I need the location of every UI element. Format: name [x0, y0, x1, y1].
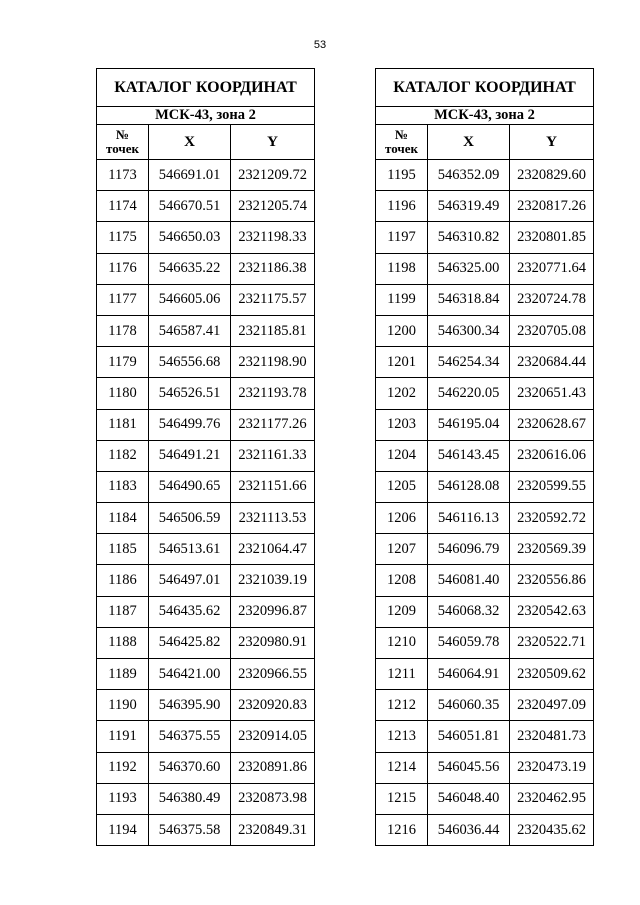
y-coordinate-cell: 2320522.71	[510, 627, 594, 658]
table-row	[376, 690, 594, 721]
y-coordinate-cell: 2321193.78	[231, 378, 315, 409]
x-coordinate-cell: 546036.44	[428, 814, 510, 845]
y-coordinate-cell: 2320891.86	[231, 752, 315, 783]
y-coordinate-cell: 2320920.83	[231, 690, 315, 721]
table-row	[97, 191, 315, 222]
y-coordinate-cell: 2320966.55	[231, 659, 315, 690]
table-row	[97, 253, 315, 284]
y-coordinate-cell: 2320481.73	[510, 721, 594, 752]
table-row	[97, 690, 315, 721]
y-coordinate-cell: 2320914.05	[231, 721, 315, 752]
x-coordinate-cell: 546421.00	[149, 659, 231, 690]
point-number-cell: 1188	[97, 627, 149, 658]
y-coordinate-cell: 2321151.66	[231, 471, 315, 502]
point-number-cell: 1174	[97, 191, 149, 222]
catalog-zone: МСК-43, зона 2	[376, 107, 594, 125]
x-coordinate-cell: 546395.90	[149, 690, 231, 721]
table-row	[97, 160, 315, 191]
x-coordinate-cell: 546059.78	[428, 627, 510, 658]
point-number-cell: 1204	[376, 440, 428, 471]
x-coordinate-cell: 546045.56	[428, 752, 510, 783]
y-coordinate-cell: 2320569.39	[510, 534, 594, 565]
x-coordinate-cell: 546195.04	[428, 409, 510, 440]
y-coordinate-cell: 2320599.55	[510, 471, 594, 502]
y-coordinate-cell: 2320996.87	[231, 596, 315, 627]
catalog-title: КАТАЛОГ КООРДИНАТ	[97, 69, 315, 107]
point-number-cell: 1176	[97, 253, 149, 284]
x-coordinate-cell: 546513.61	[149, 534, 231, 565]
table-row	[376, 752, 594, 783]
table-row	[376, 253, 594, 284]
point-number-cell: 1210	[376, 627, 428, 658]
x-coordinate-cell: 546370.60	[149, 752, 231, 783]
x-coordinate-cell: 546051.81	[428, 721, 510, 752]
y-coordinate-cell: 2320705.08	[510, 315, 594, 346]
table-row	[376, 378, 594, 409]
table-row	[97, 627, 315, 658]
page-number: 53	[313, 39, 327, 51]
table-row	[376, 284, 594, 315]
table-row	[376, 627, 594, 658]
x-coordinate-cell: 546375.55	[149, 721, 231, 752]
y-coordinate-cell: 2320817.26	[510, 191, 594, 222]
point-number-cell: 1199	[376, 284, 428, 315]
table-row	[97, 534, 315, 565]
x-coordinate-cell: 546128.08	[428, 471, 510, 502]
column-header-point-number	[376, 125, 428, 160]
y-coordinate-cell: 2320801.85	[510, 222, 594, 253]
x-coordinate-cell: 546670.51	[149, 191, 231, 222]
y-coordinate-cell: 2320497.09	[510, 690, 594, 721]
table-row	[97, 565, 315, 596]
number-sign: №	[115, 127, 130, 142]
point-number-cell: 1193	[97, 783, 149, 814]
table-row	[376, 440, 594, 471]
table-row	[97, 409, 315, 440]
y-coordinate-cell: 2321198.90	[231, 347, 315, 378]
x-coordinate-cell: 546605.06	[149, 284, 231, 315]
x-coordinate-cell: 546556.68	[149, 347, 231, 378]
table-row	[97, 471, 315, 502]
point-number-cell: 1213	[376, 721, 428, 752]
column-header-x: X	[149, 125, 231, 160]
table-row	[376, 471, 594, 502]
table-row	[97, 222, 315, 253]
column-header-point-number	[97, 125, 149, 160]
x-coordinate-cell: 546425.82	[149, 627, 231, 658]
x-coordinate-cell: 546319.49	[428, 191, 510, 222]
catalog-title: КАТАЛОГ КООРДИНАТ	[376, 69, 594, 107]
point-number-cell: 1182	[97, 440, 149, 471]
point-number-cell: 1197	[376, 222, 428, 253]
point-number-cell: 1212	[376, 690, 428, 721]
y-coordinate-cell: 2320473.19	[510, 752, 594, 783]
point-number-cell: 1190	[97, 690, 149, 721]
table-row	[97, 596, 315, 627]
table-row	[97, 814, 315, 845]
table-row	[97, 503, 315, 534]
x-coordinate-cell: 546490.65	[149, 471, 231, 502]
y-coordinate-cell: 2320628.67	[510, 409, 594, 440]
table-row	[376, 347, 594, 378]
point-number-cell: 1207	[376, 534, 428, 565]
y-coordinate-cell: 2320771.64	[510, 253, 594, 284]
table-row	[376, 191, 594, 222]
y-coordinate-cell: 2321177.26	[231, 409, 315, 440]
point-number-cell: 1178	[97, 315, 149, 346]
point-number-cell: 1187	[97, 596, 149, 627]
point-number-cell: 1192	[97, 752, 149, 783]
point-number-cell: 1216	[376, 814, 428, 845]
x-coordinate-cell: 546635.22	[149, 253, 231, 284]
x-coordinate-cell: 546068.32	[428, 596, 510, 627]
y-coordinate-cell: 2321064.47	[231, 534, 315, 565]
point-number-cell: 1206	[376, 503, 428, 534]
table-row	[376, 659, 594, 690]
number-sign: №	[394, 127, 409, 142]
y-coordinate-cell: 2321185.81	[231, 315, 315, 346]
y-coordinate-cell: 2321205.74	[231, 191, 315, 222]
point-number-cell: 1194	[97, 814, 149, 845]
table-row	[97, 378, 315, 409]
y-coordinate-cell: 2320556.86	[510, 565, 594, 596]
x-coordinate-cell: 546352.09	[428, 160, 510, 191]
x-coordinate-cell: 546491.21	[149, 440, 231, 471]
y-coordinate-cell: 2320829.60	[510, 160, 594, 191]
table-row	[97, 284, 315, 315]
point-number-cell: 1215	[376, 783, 428, 814]
y-coordinate-cell: 2320592.72	[510, 503, 594, 534]
y-coordinate-cell: 2320684.44	[510, 347, 594, 378]
point-number-cell: 1209	[376, 596, 428, 627]
point-number-cell: 1179	[97, 347, 149, 378]
catalog-rows	[97, 160, 315, 846]
point-number-cell: 1195	[376, 160, 428, 191]
table-row	[97, 659, 315, 690]
point-number-cell: 1200	[376, 315, 428, 346]
x-coordinate-cell: 546587.41	[149, 315, 231, 346]
x-coordinate-cell: 546526.51	[149, 378, 231, 409]
y-coordinate-cell: 2320980.91	[231, 627, 315, 658]
table-row	[376, 409, 594, 440]
point-number-cell: 1196	[376, 191, 428, 222]
x-coordinate-cell: 546096.79	[428, 534, 510, 565]
coordinate-catalog-right	[375, 68, 594, 846]
table-row	[376, 315, 594, 346]
y-coordinate-cell: 2320509.62	[510, 659, 594, 690]
y-coordinate-cell: 2321198.33	[231, 222, 315, 253]
point-number-cell: 1181	[97, 409, 149, 440]
table-row	[97, 752, 315, 783]
table-row	[97, 347, 315, 378]
y-coordinate-cell: 2321186.38	[231, 253, 315, 284]
column-header-x: X	[428, 125, 510, 160]
y-coordinate-cell: 2321161.33	[231, 440, 315, 471]
y-coordinate-cell: 2320651.43	[510, 378, 594, 409]
point-number-cell: 1198	[376, 253, 428, 284]
y-coordinate-cell: 2320435.62	[510, 814, 594, 845]
table-row	[376, 534, 594, 565]
y-coordinate-cell: 2320616.06	[510, 440, 594, 471]
point-number-cell: 1186	[97, 565, 149, 596]
point-number-cell: 1173	[97, 160, 149, 191]
point-number-cell: 1203	[376, 409, 428, 440]
points-label: точек	[385, 141, 418, 156]
x-coordinate-cell: 546143.45	[428, 440, 510, 471]
column-header-y: Y	[231, 125, 315, 160]
x-coordinate-cell: 546380.49	[149, 783, 231, 814]
point-number-cell: 1205	[376, 471, 428, 502]
table-row	[97, 783, 315, 814]
x-coordinate-cell: 546220.05	[428, 378, 510, 409]
table-row	[376, 565, 594, 596]
x-coordinate-cell: 546375.58	[149, 814, 231, 845]
points-label: точек	[106, 141, 139, 156]
table-row	[376, 503, 594, 534]
column-header-y: Y	[510, 125, 594, 160]
point-number-cell: 1202	[376, 378, 428, 409]
x-coordinate-cell: 546435.62	[149, 596, 231, 627]
y-coordinate-cell: 2320873.98	[231, 783, 315, 814]
point-number-cell: 1208	[376, 565, 428, 596]
x-coordinate-cell: 546048.40	[428, 783, 510, 814]
x-coordinate-cell: 546300.34	[428, 315, 510, 346]
table-row	[97, 721, 315, 752]
table-row	[376, 814, 594, 845]
point-number-cell: 1189	[97, 659, 149, 690]
table-row	[97, 440, 315, 471]
catalog-rows	[376, 160, 594, 846]
point-number-cell: 1175	[97, 222, 149, 253]
x-coordinate-cell: 546506.59	[149, 503, 231, 534]
y-coordinate-cell: 2320462.95	[510, 783, 594, 814]
x-coordinate-cell: 546064.91	[428, 659, 510, 690]
table-row	[376, 596, 594, 627]
x-coordinate-cell: 546325.00	[428, 253, 510, 284]
x-coordinate-cell: 546650.03	[149, 222, 231, 253]
coordinate-catalog-left	[96, 68, 315, 846]
x-coordinate-cell: 546691.01	[149, 160, 231, 191]
y-coordinate-cell: 2321113.53	[231, 503, 315, 534]
y-coordinate-cell: 2321175.57	[231, 284, 315, 315]
point-number-cell: 1191	[97, 721, 149, 752]
table-row	[376, 222, 594, 253]
y-coordinate-cell: 2320724.78	[510, 284, 594, 315]
x-coordinate-cell: 546081.40	[428, 565, 510, 596]
x-coordinate-cell: 546060.35	[428, 690, 510, 721]
y-coordinate-cell: 2320849.31	[231, 814, 315, 845]
point-number-cell: 1185	[97, 534, 149, 565]
point-number-cell: 1177	[97, 284, 149, 315]
point-number-cell: 1184	[97, 503, 149, 534]
point-number-cell: 1183	[97, 471, 149, 502]
x-coordinate-cell: 546116.13	[428, 503, 510, 534]
x-coordinate-cell: 546254.34	[428, 347, 510, 378]
table-row	[376, 783, 594, 814]
point-number-cell: 1214	[376, 752, 428, 783]
x-coordinate-cell: 546497.01	[149, 565, 231, 596]
table-row	[376, 721, 594, 752]
table-row	[376, 160, 594, 191]
catalog-zone: МСК-43, зона 2	[97, 107, 315, 125]
x-coordinate-cell: 546499.76	[149, 409, 231, 440]
table-row	[97, 315, 315, 346]
point-number-cell: 1201	[376, 347, 428, 378]
x-coordinate-cell: 546318.84	[428, 284, 510, 315]
y-coordinate-cell: 2321209.72	[231, 160, 315, 191]
x-coordinate-cell: 546310.82	[428, 222, 510, 253]
point-number-cell: 1211	[376, 659, 428, 690]
y-coordinate-cell: 2321039.19	[231, 565, 315, 596]
y-coordinate-cell: 2320542.63	[510, 596, 594, 627]
point-number-cell: 1180	[97, 378, 149, 409]
